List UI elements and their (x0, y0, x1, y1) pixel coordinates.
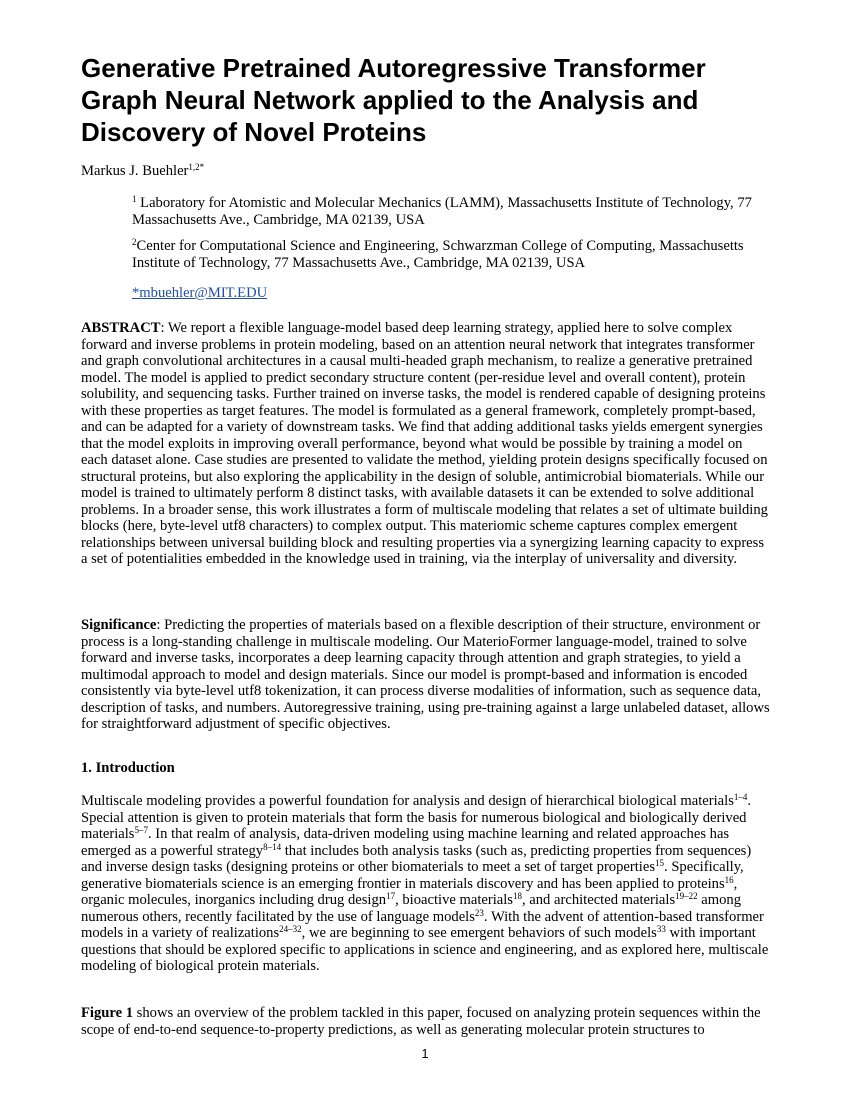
abstract-paragraph (81, 320, 771, 568)
citation-superscript: 23 (474, 907, 484, 918)
affiliation-1-text: Laboratory for Atomistic and Molecular Mechanics (LAMM), Massachusetts Institute of Technology, 77 Massachusetts Ave., Cambridge, MA 02139, USA (132, 195, 752, 228)
abstract-text: : We report a flexible language-model based deep learning strategy, applied here to solve complex forward and inverse problems in protein modeling, based on an attention neural network that integrates transformer and graph convolutional architectures in a causal multi-headed graph mechanism, to realize a generative pretrained model. The model is applied to predict secondary structure content (per-residue level and overall content), protein solubility, and sequencing tasks. Further trained on inverse tasks, the model is rendered capable of designing proteins with these properties as target features. The model is formulated as a general framework, completely prompt-based, and can be adapted for a variety of downstream tasks. We find that adding additional tasks yields emergent synergies that the model exploits in improving overall performance, beyond what would be possible by training a model on each dataset alone. Case studies are presented to validate the method, yielding protein designs specifically focused on structural proteins, but also exploring the applicability in the design of soluble, antimicrobial biomaterials. While our model is trained to ultimately perform 8 distinct tasks, with available datasets it can be extended to solve additional problems. In a broader sense, this work illustrates a form of multiscale modeling that relates a set of ultimate building blocks (here, byte-level utf8 characters) to complex output. This materiomic scheme captures complex emergent relationships between universal building block and resulting properties via a synergizing learning capacity to express a set of potentialities embedded in the knowledge used in training, via the interplay of universality and diversity. (81, 320, 768, 567)
author-name: Markus J. Buehler (81, 163, 189, 179)
citation-superscript: 19–22 (675, 891, 698, 901)
abstract-label: ABSTRACT (81, 320, 161, 336)
citation-superscript: 15 (655, 858, 665, 868)
figure-1-reference: Figure 1 (81, 1005, 134, 1021)
affiliation-1-number: 1 (132, 194, 137, 204)
intro-text-segment: with important questions that should be explored specific to applications in science and engineering, and as explored here, multiscale modeling of biological protein materials. (81, 925, 769, 974)
citation-superscript: 24–32 (279, 924, 302, 934)
email-link[interactable]: *mbuehler@MIT.EDU (132, 285, 268, 301)
citation-superscript: 8–14 (263, 841, 282, 852)
paper-title: Generative Pretrained Autoregressive Transformer Graph Neural Network applied to the Analysis and Discovery of Novel Proteins (81, 53, 706, 147)
affiliation-2-number: 2 (132, 237, 137, 247)
introduction-paragraph-2-text: shows an overview of the problem tackled in this paper, focused on analyzing protein sequences within the scope of end-to-end sequence-to-property predictions, as well as generating molecular protein structures to (81, 1005, 761, 1038)
introduction-paragraph-2 (81, 1005, 771, 1038)
introduction-paragraph-1 (81, 793, 771, 975)
intro-text-segment: . Special attention is given to protein materials that form the basis for numerous biological and biologically derived materials (81, 793, 752, 842)
introduction-heading: 1. Introduction (81, 760, 175, 776)
significance-paragraph (81, 617, 771, 733)
citation-superscript: 33 (656, 924, 666, 934)
intro-text-segment: , bioactive materials (395, 892, 513, 908)
affiliation-2 (132, 238, 772, 271)
intro-text-segment: among numerous others, recently facilitated by the use of language models (81, 892, 742, 925)
significance-label: Significance (81, 617, 157, 633)
citation-superscript: 18 (512, 891, 522, 901)
intro-text-segment: . With the advent of attention-based transformer models in a variety of realizations (81, 908, 764, 941)
author-superscript: 1,2* (188, 162, 205, 172)
page-number: 1 (421, 1046, 429, 1061)
intro-text-segment: , and architected materials (521, 892, 676, 908)
intro-text-segment: that includes both analysis tasks (such as, predicting properties from sequences) and inverse design tasks (designing proteins or other biomaterials to meet a set of target properties (81, 842, 752, 875)
intro-text-segment: Multiscale modeling provides a powerful foundation for analysis and design of hierarchical biological materials (81, 793, 734, 809)
author-line (81, 163, 204, 180)
intro-text-segment: . Specifically, generative biomaterials science is an emerging frontier in materials discovery and has been applied to proteins (81, 859, 744, 892)
intro-text-segment: . In that realm of analysis, data-driven modeling using machine learning and related approaches has emerged as a powerful strategy (81, 826, 730, 859)
citation-superscript: 1–4 (733, 792, 748, 802)
intro-text-segment: , we are beginning to see emergent behaviors of such models (301, 925, 657, 941)
intro-text-segment: , organic molecules, inorganics including drug design (81, 875, 738, 908)
affiliation-1 (132, 195, 772, 228)
citation-superscript: 16 (724, 874, 734, 885)
citation-superscript: 17 (386, 891, 396, 901)
significance-text: : Predicting the properties of materials based on a flexible description of their structure, environment or process is a long-standing challenge in multiscale modeling. Our MaterioFormer language-model, trained to solve forward and inverse tasks, incorporates a deep learning capacity through attention and graph strategies, to yield a multimodal approach to model and design materials. Since our model is prompt-based and information is encoded consistently via byte-level utf8 tokenization, it can process diverse modalities of information, such as sequence data, description of tasks, and numbers. Autoregressive training, using pre-training against a large unlabeled dataset, allows for straightforward adjustment of specific objectives. (81, 617, 770, 732)
citation-superscript: 5–7 (134, 825, 148, 835)
affiliation-2-text: Center for Computational Science and Engineering, Schwarzman College of Computing, Massachusetts Institute of Technology, 77 Massachusetts Ave., Cambridge, MA 02139, USA (132, 238, 744, 271)
